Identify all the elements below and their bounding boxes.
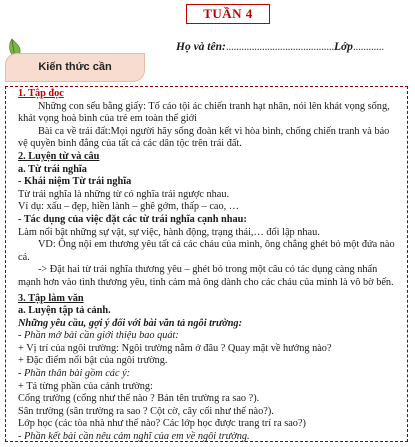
intro-guidance: - Phần mở bài cần giới thiệu bao quát: <box>18 330 179 342</box>
name-label: Họ và tên: <box>176 41 226 53</box>
section-1-title: 1. Tập đọc <box>18 88 64 99</box>
student-info-line <box>176 41 384 53</box>
intro-point-location: + Vị trí của ngôi trường: Ngôi trường nằm ở đâu ? Quay mặt về hướng nào? <box>18 342 332 354</box>
body-schoolyard: Sân trường (sân trường ra sao ? Cột cờ, cây cối như thế nào?). <box>18 405 274 417</box>
subsection-describe-scene: a. Luyện tập tả cảnh. <box>18 305 111 317</box>
section-2-title: 2. Luyện từ và câu <box>18 150 100 162</box>
subsection-antonyms: a. Từ trái nghĩa <box>18 163 87 175</box>
class-label: Lớp <box>333 41 353 53</box>
antonym-example-sentence: VD: Ông nội em thương yêu tất cả các cháu của mình, ông chẳng ghét bỏ một đứa nào cả. <box>18 239 395 263</box>
section-3-title: 3. Tập làm văn <box>18 292 84 304</box>
antonym-effect-text: Làm nổi bật những sự vật, sự việc, hành động, trạng thái,… đối lập nhau. <box>18 226 320 238</box>
reading-summary-2: Bài ca về trái đất:Mọi người hãy sống đoàn kết vì hòa bình, chống chiến tranh và bảo vệ quyền bình đẳng của tất cả các dân tộc trên trái đất. <box>18 125 390 150</box>
week-title: TUẦN 4 <box>186 4 270 24</box>
conclusion-guidance: - Phần kết bài cần nêu cảm nghĩ của em về ngôi trường. <box>18 431 250 443</box>
body-point-parts: + Tả từng phần của cảnh trường: <box>18 380 153 392</box>
name-blank: .......................................... <box>225 41 334 53</box>
essay-requirements-heading: Những yêu cầu, gợi ý đối với bài văn tả ngôi trường: <box>18 317 242 329</box>
antonym-definition: Từ trái nghĩa là những từ có nghĩa trái ngược nhau. <box>18 188 230 200</box>
antonym-concept-heading: - Khái niệm Từ trái nghĩa <box>18 176 132 188</box>
antonym-example-explanation: -> Đặt hai từ trái nghĩa thương yêu – ghét bỏ trong một câu có tác dụng càng nhấn mạnh hơn vào tình thương yêu, tình cảm mà ông dành cho các cháu của mình là vô bờ bến. <box>18 264 394 288</box>
class-blank: ............ <box>352 41 384 53</box>
body-guidance: - Phần thân bài gồm các ý: <box>18 368 131 380</box>
banner-title: Kiến thức cần <box>38 61 112 73</box>
body-gate: Cổng trường (cổng như thế nào ? Bản tên trường ra sao ?). <box>18 393 260 405</box>
intro-point-features: + Đặc điểm nổi bật của ngôi trường. <box>18 355 168 367</box>
reading-summary-1: Những con sếu bằng giấy: Tố cáo tội ác chiến tranh hạt nhân, nói lên khát vọng sống, khát vọng hoà bình của trẻ em toàn thế giới <box>18 100 390 125</box>
knowledge-banner <box>5 53 145 82</box>
lesson-content <box>18 88 398 444</box>
antonym-examples: Ví dụ: xấu – đẹp, hiền lành – ghê gớm, thấp – cao, … <box>18 201 240 213</box>
body-classrooms: Lớp học (các tòa nhà như thế nào? Các lớp học được trang trí ra sao?) <box>18 418 306 430</box>
antonym-effect-heading: - Tác dụng của việc đặt các từ trái nghĩa cạnh nhau: <box>18 213 247 225</box>
